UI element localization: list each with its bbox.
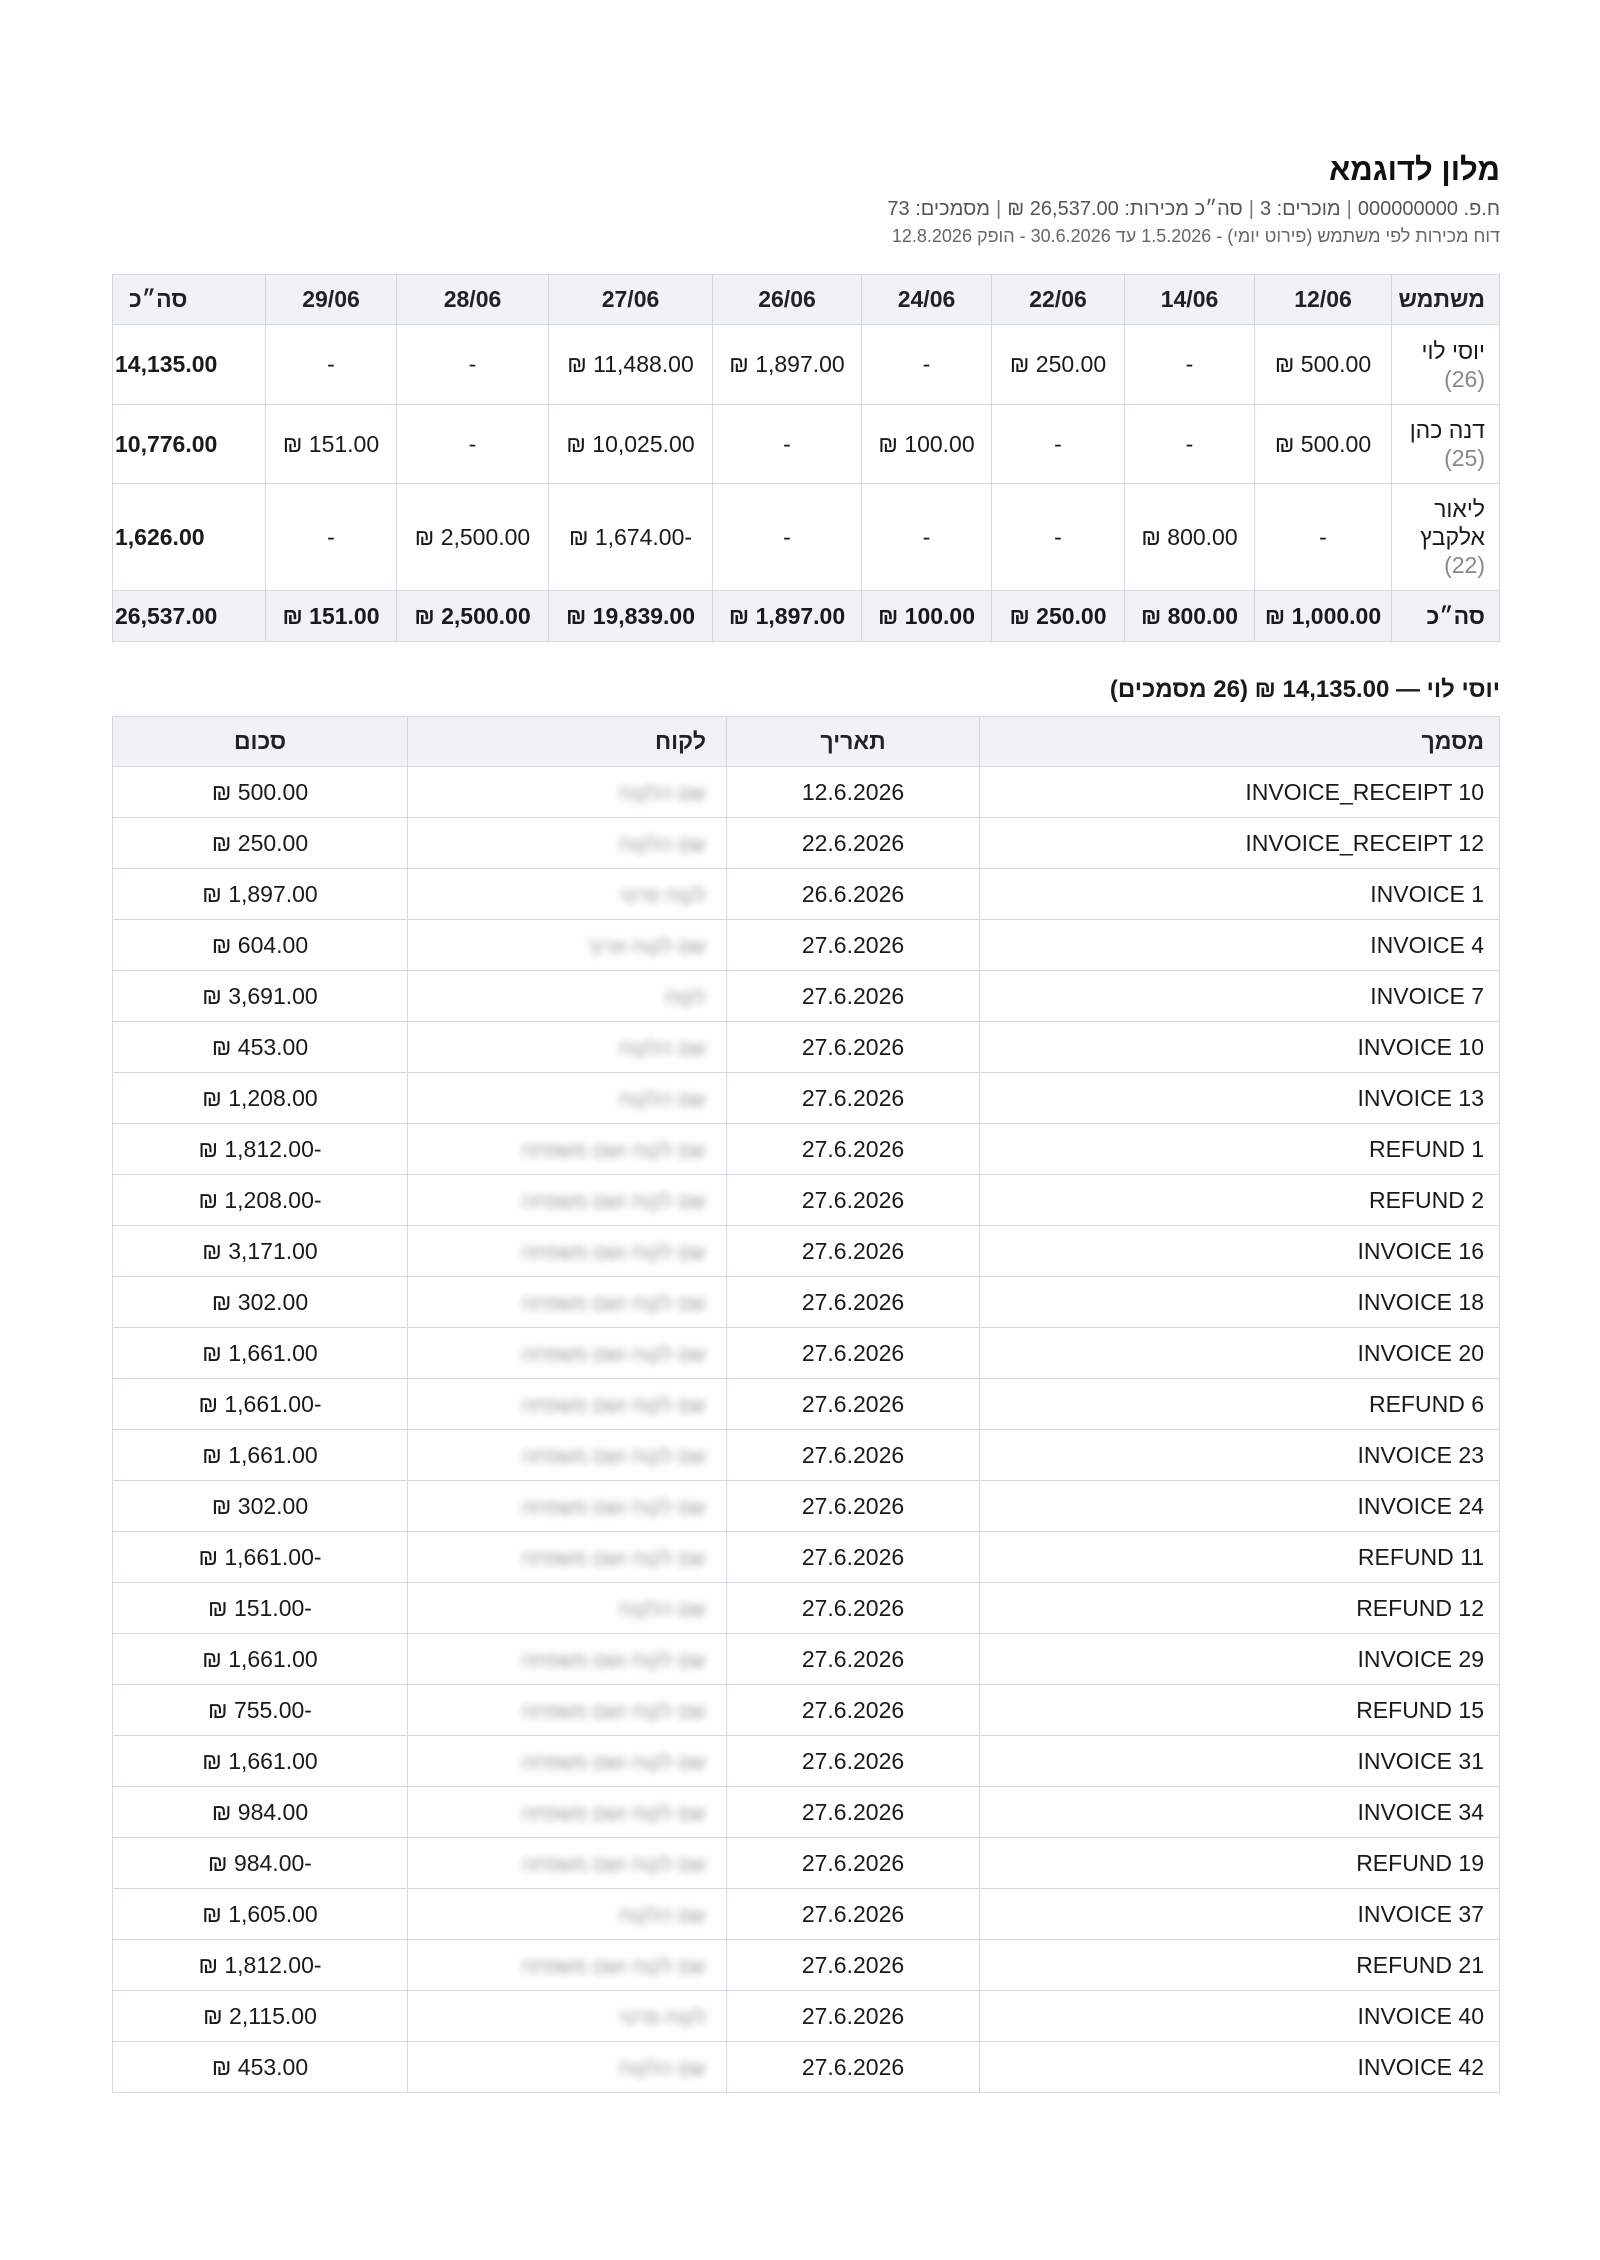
customer-name-redacted: שם הלקוח — [619, 1037, 706, 1060]
customer-name-redacted: שם הלקוח — [619, 1598, 706, 1621]
amount-cell: 500.00 ₪ — [113, 767, 408, 818]
document-cell: INVOICE_RECEIPT 12 — [980, 818, 1500, 869]
column-header-date: 12/06 — [1255, 275, 1392, 325]
amount-cell: -1,812.00 ₪ — [113, 1940, 408, 1991]
amount-cell: - — [1255, 484, 1392, 591]
document-cell: INVOICE 31 — [980, 1736, 1500, 1787]
total-amount-cell: 151.00 ₪ — [266, 591, 397, 642]
document-cell: INVOICE 42 — [980, 2042, 1500, 2093]
amount-cell: 11,488.00 ₪ — [549, 325, 713, 405]
amount-cell: 2,500.00 ₪ — [397, 484, 549, 591]
customer-name-redacted: לקוח פרטי — [618, 2006, 706, 2029]
customer-cell — [408, 767, 727, 818]
date-cell: 27.6.2026 — [727, 1940, 980, 1991]
table-row — [113, 2042, 1500, 2093]
amount-cell: 1,661.00 ₪ — [113, 1430, 408, 1481]
table-row — [113, 1532, 1500, 1583]
customer-name-redacted: שם לקוח ושם משפחה — [521, 1343, 706, 1366]
date-cell: 27.6.2026 — [727, 1634, 980, 1685]
column-header-document: מסמך — [980, 717, 1500, 767]
customer-name-redacted: שם הלקוח — [619, 833, 706, 856]
business-name: מלון לדוגמא — [1329, 152, 1500, 187]
report-description: דוח מכירות לפי משתמש (פירוט יומי) - 1.5.2026 עד 30.6.2026 - הופק 12.8.2026 — [891, 226, 1500, 246]
amount-cell: 453.00 ₪ — [113, 1022, 408, 1073]
date-cell: 27.6.2026 — [727, 1022, 980, 1073]
document-cell: REFUND 2 — [980, 1175, 1500, 1226]
total-sales: סה״כ מכירות: 26,537.00 ₪ — [1007, 198, 1243, 220]
total-amount-cell: 800.00 ₪ — [1125, 591, 1255, 642]
detail-table — [112, 716, 1500, 2093]
amount-cell: -755.00 ₪ — [113, 1685, 408, 1736]
customer-cell — [408, 1991, 727, 2042]
document-cell: INVOICE 24 — [980, 1481, 1500, 1532]
amount-cell: - — [713, 484, 862, 591]
amount-cell: - — [397, 325, 549, 405]
column-header-date: 24/06 — [862, 275, 992, 325]
amount-cell: 1,897.00 ₪ — [113, 869, 408, 920]
date-cell: 27.6.2026 — [727, 1328, 980, 1379]
date-cell: 27.6.2026 — [727, 1379, 980, 1430]
amount-cell: 3,171.00 ₪ — [113, 1226, 408, 1277]
customer-name-redacted: שם לקוח ושם משפחה — [521, 1292, 706, 1315]
date-cell: 26.6.2026 — [727, 869, 980, 920]
amount-cell: 1,208.00 ₪ — [113, 1073, 408, 1124]
customer-cell — [408, 920, 727, 971]
table-row — [113, 1175, 1500, 1226]
customer-name-redacted: שם הלקוח — [619, 2057, 706, 2080]
customer-cell — [408, 1532, 727, 1583]
document-cell: INVOICE 18 — [980, 1277, 1500, 1328]
amount-cell: 1,605.00 ₪ — [113, 1889, 408, 1940]
date-cell: 27.6.2026 — [727, 1787, 980, 1838]
pivot-table — [112, 274, 1500, 642]
document-cell: REFUND 15 — [980, 1685, 1500, 1736]
date-cell: 27.6.2026 — [727, 971, 980, 1022]
customer-cell — [408, 1430, 727, 1481]
total-amount-cell: 2,500.00 ₪ — [397, 591, 549, 642]
user-cell — [1392, 484, 1500, 591]
document-cell: INVOICE 1 — [980, 869, 1500, 920]
amount-cell: - — [992, 405, 1125, 484]
customer-name-redacted: שם לקוח ושם משפחה — [521, 1547, 706, 1570]
amount-cell: - — [992, 484, 1125, 591]
customer-cell — [408, 1124, 727, 1175]
date-cell: 27.6.2026 — [727, 1532, 980, 1583]
customer-cell — [408, 1940, 727, 1991]
customer-name-redacted: שם לקוח ושם משפחה — [521, 1139, 706, 1162]
date-cell: 27.6.2026 — [727, 920, 980, 971]
table-row — [113, 869, 1500, 920]
pivot-totals-row — [113, 591, 1500, 642]
date-cell: 27.6.2026 — [727, 1175, 980, 1226]
customer-cell — [408, 1838, 727, 1889]
date-cell: 27.6.2026 — [727, 1481, 980, 1532]
column-header-date: 22/06 — [992, 275, 1125, 325]
tax-id: ח.פ. 000000000 — [1357, 198, 1500, 220]
customer-name-redacted: שם לקוח ארוך — [587, 935, 706, 958]
document-cell: REFUND 21 — [980, 1940, 1500, 1991]
amount-cell: 3,691.00 ₪ — [113, 971, 408, 1022]
amount-cell: - — [266, 484, 397, 591]
customer-cell — [408, 1889, 727, 1940]
document-cell: INVOICE 13 — [980, 1073, 1500, 1124]
table-row — [113, 1787, 1500, 1838]
customer-cell — [408, 869, 727, 920]
amount-cell: 151.00 ₪ — [266, 405, 397, 484]
column-header-amount: סכום — [113, 717, 408, 767]
amount-cell: -151.00 ₪ — [113, 1583, 408, 1634]
amount-cell: -984.00 ₪ — [113, 1838, 408, 1889]
total-amount-cell: 19,839.00 ₪ — [549, 591, 713, 642]
amount-cell: 984.00 ₪ — [113, 1787, 408, 1838]
amount-cell: -1,674.00 ₪ — [549, 484, 713, 591]
date-cell: 27.6.2026 — [727, 1991, 980, 2042]
document-cell: INVOICE 7 — [980, 971, 1500, 1022]
document-cell: INVOICE 34 — [980, 1787, 1500, 1838]
amount-cell: 500.00 ₪ — [1255, 325, 1392, 405]
customer-name-redacted: שם לקוח ושם משפחה — [521, 1445, 706, 1468]
total-amount-cell: 1,897.00 ₪ — [713, 591, 862, 642]
amount-cell: - — [266, 325, 397, 405]
date-cell: 27.6.2026 — [727, 1277, 980, 1328]
customer-cell — [408, 818, 727, 869]
customer-cell — [408, 1583, 727, 1634]
grand-total-cell: 26,537.00 — [113, 591, 266, 642]
row-total-cell: 1,626.00 — [113, 484, 266, 591]
table-row — [113, 1124, 1500, 1175]
amount-cell: - — [1125, 325, 1255, 405]
amount-cell: 1,897.00 ₪ — [713, 325, 862, 405]
document-cell: REFUND 11 — [980, 1532, 1500, 1583]
user-doc-count: (26) — [1444, 365, 1485, 392]
amount-cell: 302.00 ₪ — [113, 1277, 408, 1328]
documents-count: מסמכים: 73 — [887, 198, 991, 220]
document-cell: INVOICE 23 — [980, 1430, 1500, 1481]
table-row — [113, 1022, 1500, 1073]
document-cell: INVOICE 29 — [980, 1634, 1500, 1685]
user-cell — [1392, 325, 1500, 405]
table-row — [113, 1328, 1500, 1379]
user-name: דנה כהן — [1409, 417, 1485, 443]
date-cell: 27.6.2026 — [727, 2042, 980, 2093]
customer-name-redacted: שם לקוח ושם משפחה — [521, 1496, 706, 1519]
customer-cell — [408, 1481, 727, 1532]
customer-name-redacted: שם הלקוח — [619, 1088, 706, 1111]
user-doc-count: (25) — [1444, 445, 1485, 471]
table-row — [113, 971, 1500, 1022]
column-header-date: 26/06 — [713, 275, 862, 325]
document-cell: INVOICE 4 — [980, 920, 1500, 971]
customer-cell — [408, 1787, 727, 1838]
sales-report-page — [113, 150, 1500, 2093]
date-cell: 27.6.2026 — [727, 1889, 980, 1940]
table-row — [113, 767, 1500, 818]
amount-cell: 250.00 ₪ — [992, 325, 1125, 405]
customer-name-redacted: שם הלקוח — [619, 1904, 706, 1927]
sellers-count: מוכרים: 3 — [1259, 198, 1341, 220]
customer-name-redacted: שם לקוח ושם משפחה — [521, 1802, 706, 1825]
date-cell: 27.6.2026 — [727, 1838, 980, 1889]
table-row — [113, 1481, 1500, 1532]
table-row — [113, 1073, 1500, 1124]
amount-cell: 604.00 ₪ — [113, 920, 408, 971]
amount-cell: 453.00 ₪ — [113, 2042, 408, 2093]
customer-cell — [408, 1328, 727, 1379]
amount-cell: - — [397, 405, 549, 484]
customer-name-redacted: שם לקוח ושם משפחה — [521, 1394, 706, 1417]
table-row — [113, 1634, 1500, 1685]
column-header-user: משתמש — [1392, 275, 1500, 325]
total-amount-cell: 1,000.00 ₪ — [1255, 591, 1392, 642]
date-cell: 22.6.2026 — [727, 818, 980, 869]
amount-cell: 1,661.00 ₪ — [113, 1328, 408, 1379]
document-cell: INVOICE 20 — [980, 1328, 1500, 1379]
amount-cell: - — [862, 484, 992, 591]
date-cell: 27.6.2026 — [727, 1736, 980, 1787]
total-amount-cell: 250.00 ₪ — [992, 591, 1125, 642]
table-row — [113, 1889, 1500, 1940]
pivot-user-row — [113, 405, 1500, 484]
table-row — [113, 1940, 1500, 1991]
column-header-customer: לקוח — [408, 717, 727, 767]
table-row — [113, 1583, 1500, 1634]
document-cell: REFUND 12 — [980, 1583, 1500, 1634]
amount-cell: 1,661.00 ₪ — [113, 1736, 408, 1787]
customer-name-redacted: שם לקוח ושם משפחה — [521, 1241, 706, 1264]
user-name: יוסי לוי — [1421, 337, 1485, 364]
amount-cell: 1,661.00 ₪ — [113, 1634, 408, 1685]
date-cell: 27.6.2026 — [727, 1073, 980, 1124]
customer-cell — [408, 1226, 727, 1277]
table-row — [113, 1685, 1500, 1736]
date-cell: 27.6.2026 — [727, 1124, 980, 1175]
document-cell: INVOICE 37 — [980, 1889, 1500, 1940]
customer-cell — [408, 1022, 727, 1073]
row-total-cell: 14,135.00 — [113, 325, 266, 405]
amount-cell: - — [1125, 405, 1255, 484]
document-cell: REFUND 19 — [980, 1838, 1500, 1889]
customer-name-redacted: שם לקוח ושם משפחה — [521, 1751, 706, 1774]
date-cell: 27.6.2026 — [727, 1226, 980, 1277]
pivot-user-row — [113, 484, 1500, 591]
report-header — [113, 150, 1500, 248]
customer-cell — [408, 971, 727, 1022]
customer-cell — [408, 1277, 727, 1328]
amount-cell: 2,115.00 ₪ — [113, 1991, 408, 2042]
column-header-date: תאריך — [727, 717, 980, 767]
customer-name-redacted: שם לקוח ושם משפחה — [521, 1955, 706, 1978]
user-cell — [1392, 405, 1500, 484]
amount-cell: -1,661.00 ₪ — [113, 1532, 408, 1583]
customer-name-redacted: שם לקוח ושם משפחה — [521, 1190, 706, 1213]
total-amount-cell: 100.00 ₪ — [862, 591, 992, 642]
customer-cell — [408, 2042, 727, 2093]
customer-name-redacted: שם לקוח ושם משפחה — [521, 1853, 706, 1876]
table-row — [113, 818, 1500, 869]
user-doc-count: (22) — [1444, 552, 1485, 578]
amount-cell: - — [862, 325, 992, 405]
document-cell: REFUND 1 — [980, 1124, 1500, 1175]
document-cell: INVOICE 10 — [980, 1022, 1500, 1073]
column-header-date: 28/06 — [397, 275, 549, 325]
amount-cell: 500.00 ₪ — [1255, 405, 1392, 484]
summary-line: ח.פ. 000000000|מוכרים: 3|סה״כ מכירות: 26,537.00 ₪|מסמכים: 73 — [887, 198, 1500, 220]
date-cell: 12.6.2026 — [727, 767, 980, 818]
customer-cell — [408, 1073, 727, 1124]
user-name: ליאור אלקבץ — [1420, 496, 1485, 550]
customer-cell — [408, 1175, 727, 1226]
detail-header-row — [113, 717, 1500, 767]
column-header-date: 29/06 — [266, 275, 397, 325]
customer-name-redacted: שם לקוח ושם משפחה — [521, 1700, 706, 1723]
column-header-date: 14/06 — [1125, 275, 1255, 325]
row-total-cell: 10,776.00 — [113, 405, 266, 484]
totals-label: סה״כ — [1392, 591, 1500, 642]
document-cell: INVOICE 16 — [980, 1226, 1500, 1277]
amount-cell: -1,812.00 ₪ — [113, 1124, 408, 1175]
table-row — [113, 1736, 1500, 1787]
amount-cell: 250.00 ₪ — [113, 818, 408, 869]
column-header-date: 27/06 — [549, 275, 713, 325]
customer-cell — [408, 1685, 727, 1736]
amount-cell: 302.00 ₪ — [113, 1481, 408, 1532]
pivot-user-row — [113, 325, 1500, 405]
table-row — [113, 920, 1500, 971]
amount-cell: - — [713, 405, 862, 484]
amount-cell: -1,661.00 ₪ — [113, 1379, 408, 1430]
column-header-total: סה״כ — [113, 275, 266, 325]
detail-section-title: יוסי לוי — 14,135.00 ₪ (26 מסמכים) — [1109, 676, 1500, 703]
table-row — [113, 1430, 1500, 1481]
customer-cell — [408, 1379, 727, 1430]
document-cell: INVOICE 40 — [980, 1991, 1500, 2042]
table-row — [113, 1226, 1500, 1277]
table-row — [113, 1838, 1500, 1889]
customer-name-redacted: לקוח פרטי — [618, 884, 706, 907]
amount-cell: 100.00 ₪ — [862, 405, 992, 484]
customer-name-redacted: שם לקוח ושם משפחה — [521, 1649, 706, 1672]
date-cell: 27.6.2026 — [727, 1583, 980, 1634]
date-cell: 27.6.2026 — [727, 1685, 980, 1736]
table-row — [113, 1991, 1500, 2042]
document-cell: INVOICE_RECEIPT 10 — [980, 767, 1500, 818]
table-row — [113, 1379, 1500, 1430]
date-cell: 27.6.2026 — [727, 1430, 980, 1481]
pivot-header-row — [113, 275, 1500, 325]
table-row — [113, 1277, 1500, 1328]
amount-cell: 800.00 ₪ — [1125, 484, 1255, 591]
customer-cell — [408, 1634, 727, 1685]
customer-name-redacted: לקוח — [665, 986, 706, 1009]
customer-cell — [408, 1736, 727, 1787]
document-cell: REFUND 6 — [980, 1379, 1500, 1430]
customer-name-redacted: שם הלקוח — [619, 782, 706, 805]
amount-cell: 10,025.00 ₪ — [549, 405, 713, 484]
amount-cell: -1,208.00 ₪ — [113, 1175, 408, 1226]
